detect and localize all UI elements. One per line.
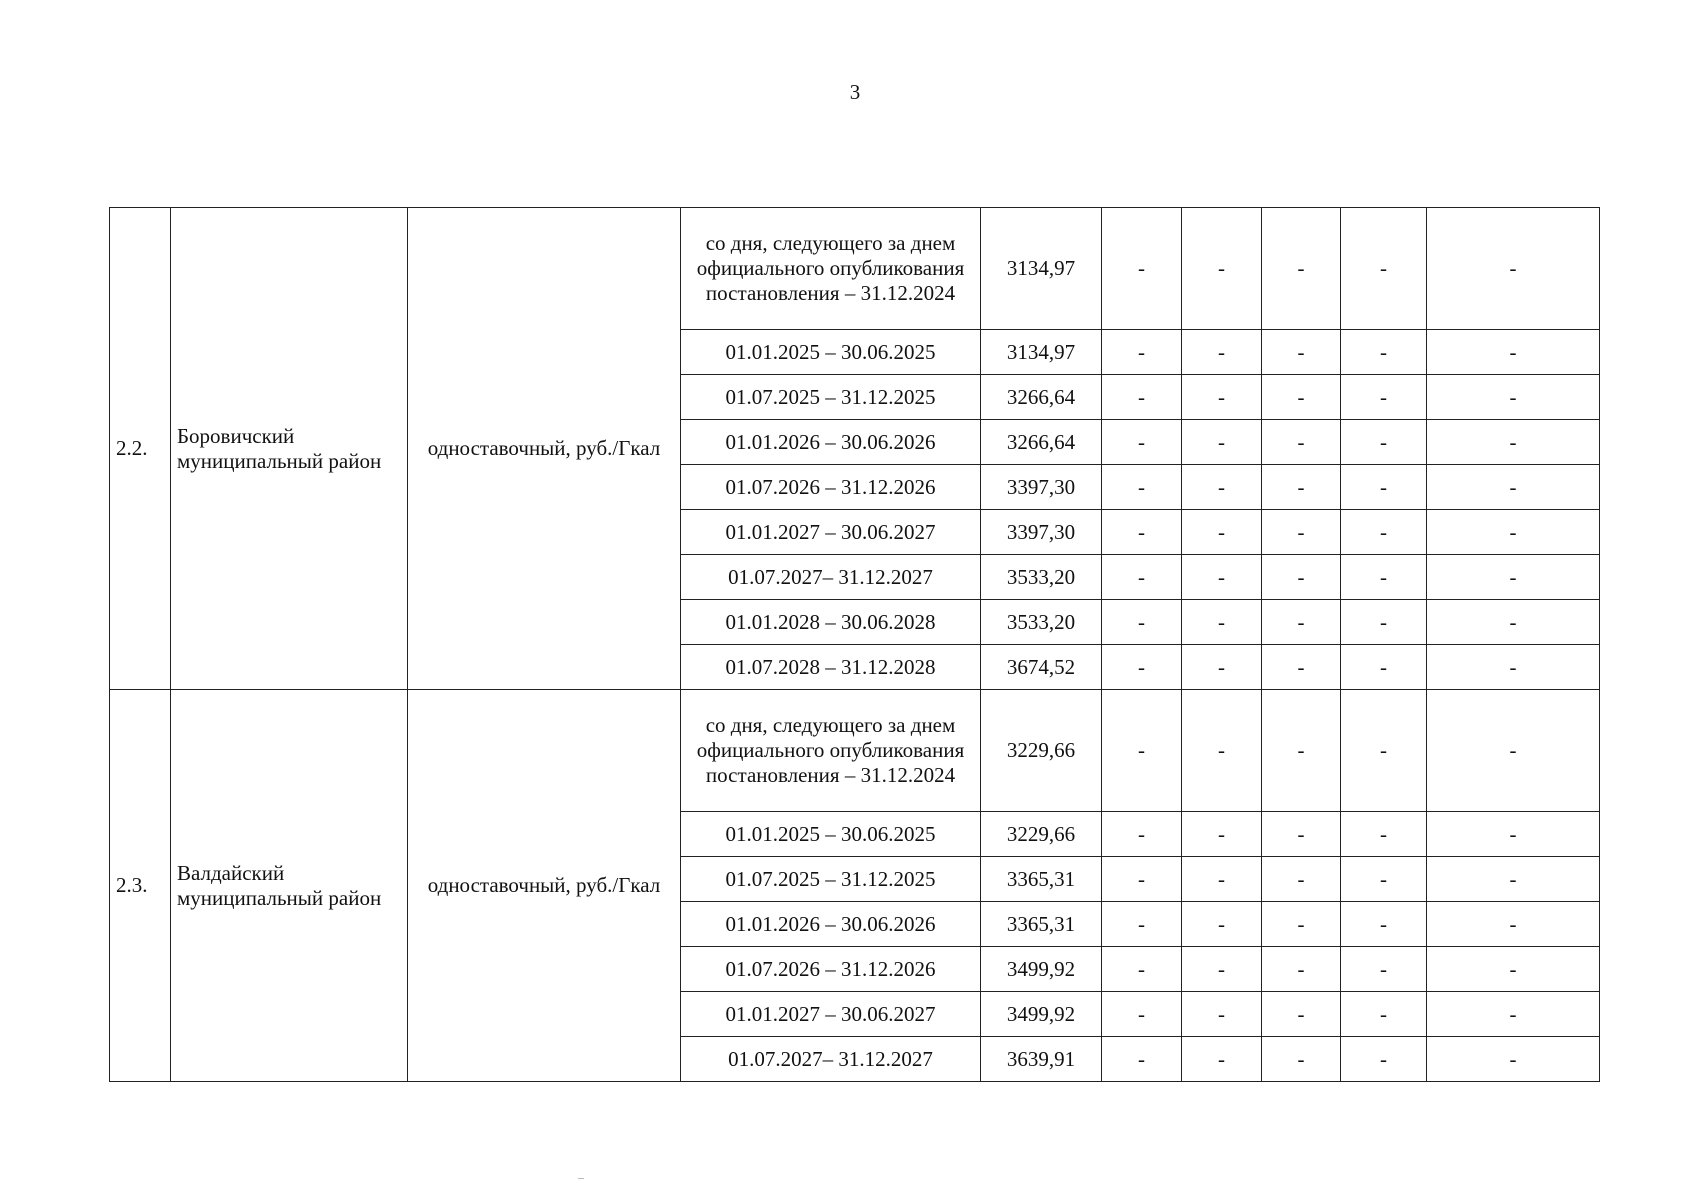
empty-value-cell: - xyxy=(1341,330,1427,375)
period-cell: 01.01.2028 – 30.06.2028 xyxy=(681,600,981,645)
period-cell: 01.01.2026 – 30.06.2026 xyxy=(681,902,981,947)
empty-value-cell: - xyxy=(1341,812,1427,857)
rate-type: одноставочный, руб./Гкал xyxy=(408,690,681,1082)
empty-value-cell: - xyxy=(1262,857,1341,902)
tariff-value-cell: 3365,31 xyxy=(981,857,1102,902)
empty-value-cell: - xyxy=(1262,812,1341,857)
period-cell: 01.07.2025 – 31.12.2025 xyxy=(681,857,981,902)
empty-value-cell: - xyxy=(1341,992,1427,1037)
tariff-value-cell: 3397,30 xyxy=(981,510,1102,555)
empty-value-cell: - xyxy=(1182,510,1262,555)
empty-value-cell: - xyxy=(1102,555,1182,600)
period-cell: 01.01.2026 – 30.06.2026 xyxy=(681,420,981,465)
empty-value-cell: - xyxy=(1341,1037,1427,1082)
empty-value-cell: - xyxy=(1102,992,1182,1037)
empty-value-cell: - xyxy=(1341,690,1427,812)
empty-value-cell: - xyxy=(1182,857,1262,902)
tariff-table xyxy=(109,207,1600,1082)
empty-value-cell: - xyxy=(1102,375,1182,420)
empty-value-cell: - xyxy=(1262,330,1341,375)
empty-value-cell: - xyxy=(1427,992,1600,1037)
period-cell: 01.07.2027– 31.12.2027 xyxy=(681,1037,981,1082)
empty-value-cell: - xyxy=(1182,420,1262,465)
empty-value-cell: - xyxy=(1427,857,1600,902)
empty-value-cell: - xyxy=(1182,812,1262,857)
empty-value-cell: - xyxy=(1427,208,1600,330)
empty-value-cell: - xyxy=(1262,555,1341,600)
empty-value-cell: - xyxy=(1102,857,1182,902)
page-number: 3 xyxy=(849,80,861,104)
empty-value-cell: - xyxy=(1341,947,1427,992)
tariff-value-cell: 3365,31 xyxy=(981,902,1102,947)
empty-value-cell: - xyxy=(1102,208,1182,330)
period-cell: 01.01.2025 – 30.06.2025 xyxy=(681,330,981,375)
tariff-value-cell: 3499,92 xyxy=(981,947,1102,992)
group-number: 2.3. xyxy=(110,690,171,1082)
empty-value-cell: - xyxy=(1341,645,1427,690)
period-cell: со дня, следующего за днем официального опубликования постановления – 31.12.2024 xyxy=(681,208,981,330)
empty-value-cell: - xyxy=(1427,465,1600,510)
empty-value-cell: - xyxy=(1341,857,1427,902)
empty-value-cell: - xyxy=(1427,555,1600,600)
period-cell: 01.07.2027– 31.12.2027 xyxy=(681,555,981,600)
empty-value-cell: - xyxy=(1102,902,1182,947)
empty-value-cell: - xyxy=(1341,208,1427,330)
empty-value-cell: - xyxy=(1182,947,1262,992)
empty-value-cell: - xyxy=(1341,465,1427,510)
tariff-value-cell: 3533,20 xyxy=(981,555,1102,600)
tariff-value-cell: 3266,64 xyxy=(981,420,1102,465)
period-cell: 01.01.2027 – 30.06.2027 xyxy=(681,992,981,1037)
empty-value-cell: - xyxy=(1427,812,1600,857)
empty-value-cell: - xyxy=(1427,375,1600,420)
empty-value-cell: - xyxy=(1262,600,1341,645)
empty-value-cell: - xyxy=(1341,510,1427,555)
empty-value-cell: - xyxy=(1262,947,1341,992)
empty-value-cell: - xyxy=(1427,902,1600,947)
empty-value-cell: - xyxy=(1102,1037,1182,1082)
empty-value-cell: - xyxy=(1102,420,1182,465)
empty-value-cell: - xyxy=(1341,375,1427,420)
empty-value-cell: - xyxy=(1102,510,1182,555)
empty-value-cell: - xyxy=(1182,645,1262,690)
empty-value-cell: - xyxy=(1182,902,1262,947)
region-name: Валдайский муниципальный район xyxy=(171,690,408,1082)
empty-value-cell: - xyxy=(1102,947,1182,992)
empty-value-cell: - xyxy=(1262,465,1341,510)
tariff-value-cell: 3533,20 xyxy=(981,600,1102,645)
empty-value-cell: - xyxy=(1182,600,1262,645)
empty-value-cell: - xyxy=(1341,555,1427,600)
empty-value-cell: - xyxy=(1102,690,1182,812)
tariff-value-cell: 3674,52 xyxy=(981,645,1102,690)
period-cell: 01.07.2028 – 31.12.2028 xyxy=(681,645,981,690)
tariff-value-cell: 3134,97 xyxy=(981,330,1102,375)
empty-value-cell: - xyxy=(1341,600,1427,645)
tariff-value-cell: 3499,92 xyxy=(981,992,1102,1037)
empty-value-cell: - xyxy=(1427,645,1600,690)
empty-value-cell: - xyxy=(1341,420,1427,465)
period-cell: 01.01.2025 – 30.06.2025 xyxy=(681,812,981,857)
tariff-value-cell: 3229,66 xyxy=(981,812,1102,857)
empty-value-cell: - xyxy=(1262,510,1341,555)
period-cell: 01.07.2026 – 31.12.2026 xyxy=(681,947,981,992)
empty-value-cell: - xyxy=(1262,902,1341,947)
table-body xyxy=(110,208,1600,1082)
tariff-value-cell: 3229,66 xyxy=(981,690,1102,812)
table-row xyxy=(110,690,1600,812)
region-name: Боровичский муниципальный район xyxy=(171,208,408,690)
empty-value-cell: - xyxy=(1102,465,1182,510)
empty-value-cell: - xyxy=(1182,555,1262,600)
empty-value-cell: - xyxy=(1182,992,1262,1037)
empty-value-cell: - xyxy=(1427,1037,1600,1082)
empty-value-cell: - xyxy=(1262,690,1341,812)
empty-value-cell: - xyxy=(1182,1037,1262,1082)
period-cell: со дня, следующего за днем официального опубликования постановления – 31.12.2024 xyxy=(681,690,981,812)
empty-value-cell: - xyxy=(1102,330,1182,375)
tariff-value-cell: 3639,91 xyxy=(981,1037,1102,1082)
empty-value-cell: - xyxy=(1182,330,1262,375)
empty-value-cell: - xyxy=(1341,902,1427,947)
empty-value-cell: - xyxy=(1182,375,1262,420)
period-cell: 01.07.2026 – 31.12.2026 xyxy=(681,465,981,510)
empty-value-cell: - xyxy=(1427,330,1600,375)
empty-value-cell: - xyxy=(1102,645,1182,690)
tariff-value-cell: 3266,64 xyxy=(981,375,1102,420)
empty-value-cell: - xyxy=(1427,947,1600,992)
empty-value-cell: - xyxy=(1262,420,1341,465)
empty-value-cell: - xyxy=(1427,420,1600,465)
rate-type: одноставочный, руб./Гкал xyxy=(408,208,681,690)
period-cell: 01.01.2027 – 30.06.2027 xyxy=(681,510,981,555)
empty-value-cell: - xyxy=(1182,690,1262,812)
group-number: 2.2. xyxy=(110,208,171,690)
empty-value-cell: - xyxy=(1262,1037,1341,1082)
empty-value-cell: - xyxy=(1427,690,1600,812)
empty-value-cell: - xyxy=(1262,645,1341,690)
empty-value-cell: - xyxy=(1427,510,1600,555)
scan-speck xyxy=(578,1178,584,1179)
empty-value-cell: - xyxy=(1262,375,1341,420)
period-cell: 01.07.2025 – 31.12.2025 xyxy=(681,375,981,420)
empty-value-cell: - xyxy=(1182,208,1262,330)
empty-value-cell: - xyxy=(1427,600,1600,645)
table-row xyxy=(110,208,1600,330)
empty-value-cell: - xyxy=(1102,812,1182,857)
tariff-value-cell: 3397,30 xyxy=(981,465,1102,510)
empty-value-cell: - xyxy=(1102,600,1182,645)
empty-value-cell: - xyxy=(1262,992,1341,1037)
empty-value-cell: - xyxy=(1262,208,1341,330)
tariff-value-cell: 3134,97 xyxy=(981,208,1102,330)
empty-value-cell: - xyxy=(1182,465,1262,510)
